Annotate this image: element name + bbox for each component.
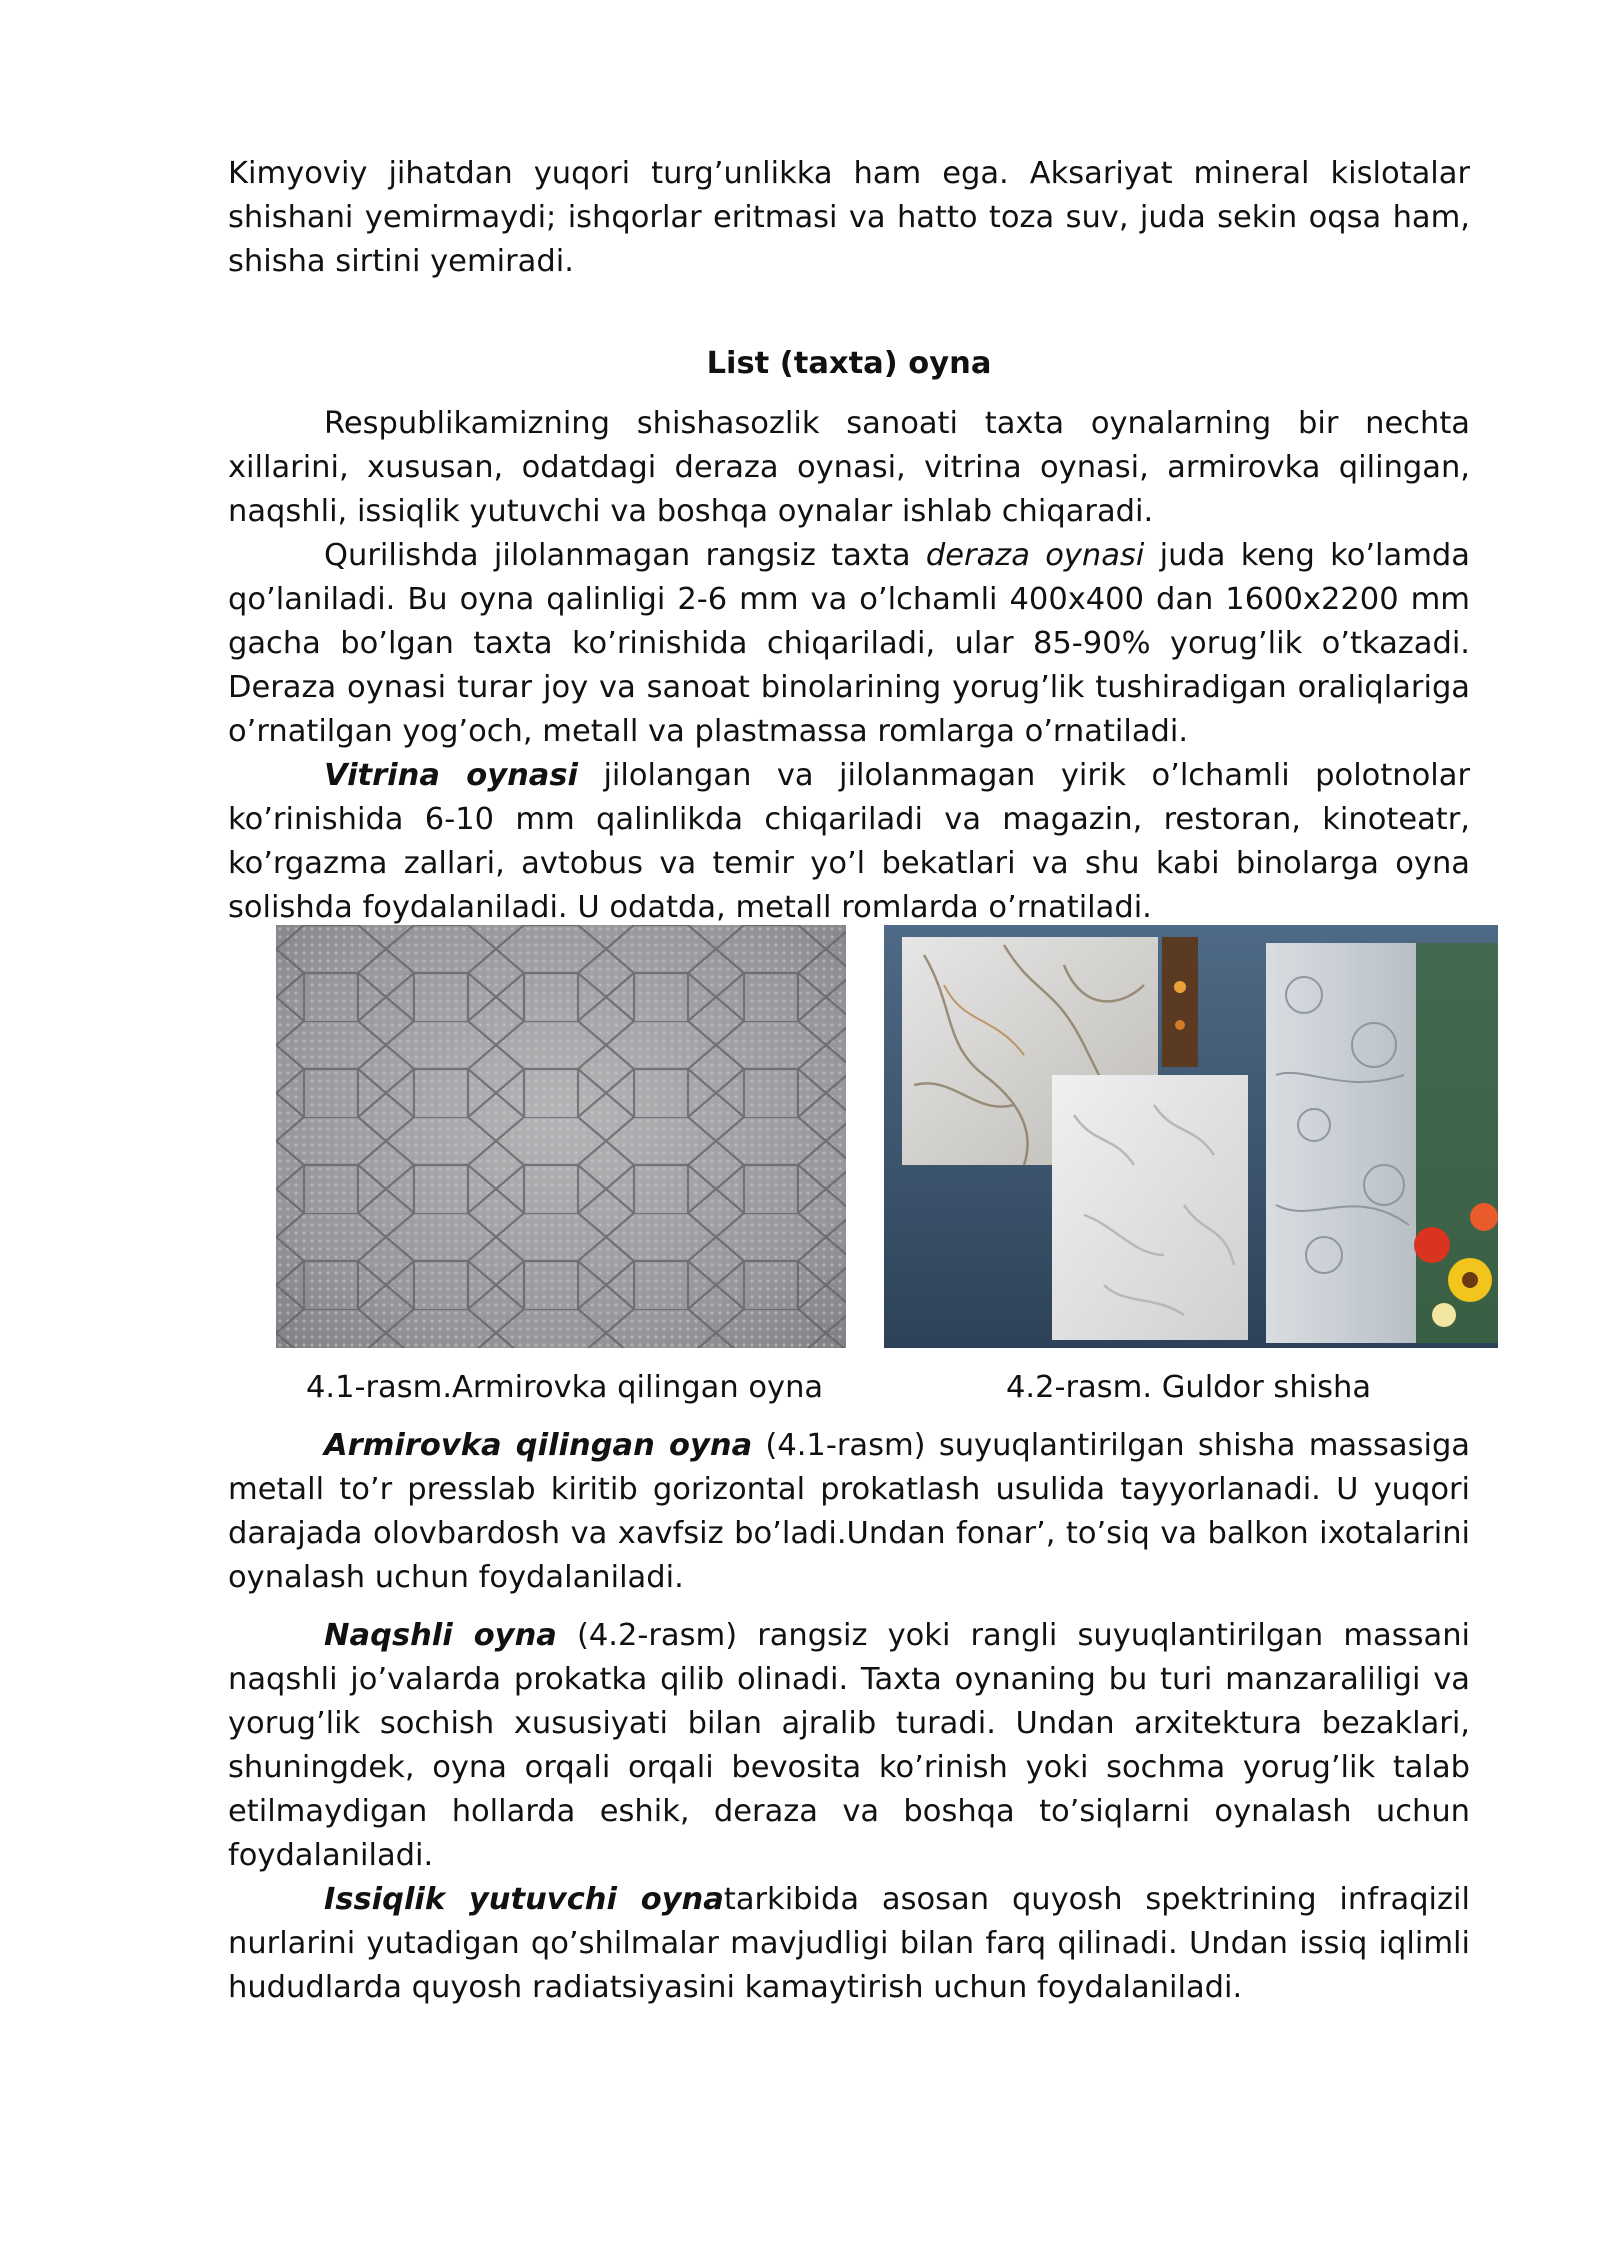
figure-4-2-caption: 4.2-rasm. Guldor shisha: [1006, 1370, 1372, 1405]
paragraph-2: Qurilishda jilolanmagan rangsiz taxta deraza oynasi juda keng ko’lamda qo’laniladi. Bu oyna qalinligi 2-6 mm va o’lchamli 400x400 dan 1600x2200 mm gacha bo’lgan taxta ko’rinishida chiqariladi, ular 85-90% yorug’lik o’tkazadi. Deraza oynasi turar joy va sanoat binolarining yorug’lik tushiradigan oraliqlariga o’rnatilgan yog’och, metall va plastmassa romlarga o’rnatiladi.: [228, 538, 1470, 749]
figure-armirovka-glass-image: [276, 925, 846, 1348]
body-lower: [228, 1424, 1470, 2010]
term-armirovka-oyna: Armirovka qilingan oyna: [324, 1428, 753, 1463]
term-naqshli-oyna: Naqshli oyna: [324, 1618, 557, 1653]
paragraph-1: Respublikamizning shishasozlik sanoati taxta oynalarning bir nechta xillarini, xususan, odatdagi deraza oynasi, vitrina oynasi, armirovka qilingan, naqshli, issiqlik yutuvchi va boshqa oynalar ishlab chiqaradi.: [228, 406, 1470, 529]
intro-text: Kimyoviy jihatdan yuqori turg’unlikka ham ega. Aksariyat mineral kislotalar shishani yemirmaydi; ishqorlar eritmasi va hatto toza suv, juda sekin oqsa ham, shisha sirtini yemiradi.: [228, 156, 1470, 279]
term-issiqlik-yutuvchi-oyna: Issiqlik yutuvchi oyna: [324, 1882, 724, 1917]
figure-4-1-caption: 4.1-rasm.Armirovka qilingan oyna: [306, 1370, 824, 1405]
patterned-glass-picture: [884, 925, 1498, 1348]
intro-paragraph: [228, 152, 1470, 284]
paragraph-6: Issiqlik yutuvchi oynatarkibida asosan quyosh spektrining infraqizil nurlarini yutadigan qo’shilmalar mavjudligi bilan farq qilinadi. Undan issiq iqlimli hududlarda quyosh radiatsiyasini kamaytirish uchun foydalaniladi.: [228, 1882, 1470, 2005]
term-vitrina-oynasi: Vitrina oynasi: [324, 758, 578, 793]
paragraph-4: Armirovka qilingan oyna (4.1-rasm) suyuqlantirilgan shisha massasiga metall to’r presslab kiritib gorizontal prokatlash usulida tayyorlanadi. U yuqori darajada olovbardosh va xavfsiz bo’ladi.Undan fonar’, to’siq va balkon ixotalarini oynalash uchun foydalaniladi.: [228, 1428, 1471, 1595]
paragraph-3: Vitrina oynasi jilolangan va jilolanmagan yirik o’lchamli polotnolar ko’rinishida 6-10 mm qalinlikda chiqariladi va magazin, restoran, kinoteatr, ko’rgazma zallari, avtobus va temir yo’l bekatlari va shu kabi binolarga oyna solishda foydalaniladi. U odatda, metall romlarda o’rnatiladi.: [228, 758, 1470, 925]
paragraph-5: Naqshli oyna (4.2-rasm) rangsiz yoki rangli suyuqlantirilgan massani naqshli jo’valarda prokatka qilib olinadi. Taxta oynaning bu turi manzaraliligi va yorug’lik sochish xususiyati bilan ajralib turadi. Undan arxitektura bezaklari, shuningdek, oyna orqali orqali bevosita ko’rinish yoki sochma yorug’lik talab etilmaydigan hollarda eshik, deraza va boshqa to’siqlarni oynalash uchun foydalaniladi.: [228, 1618, 1470, 1873]
figure-guldor-glass-image: [884, 925, 1498, 1348]
term-deraza-oynasi: deraza oynasi: [925, 538, 1145, 573]
body-upper: [228, 402, 1470, 930]
wired-glass-picture: [276, 925, 846, 1348]
section-heading: List (taxta) oyna: [706, 346, 992, 381]
